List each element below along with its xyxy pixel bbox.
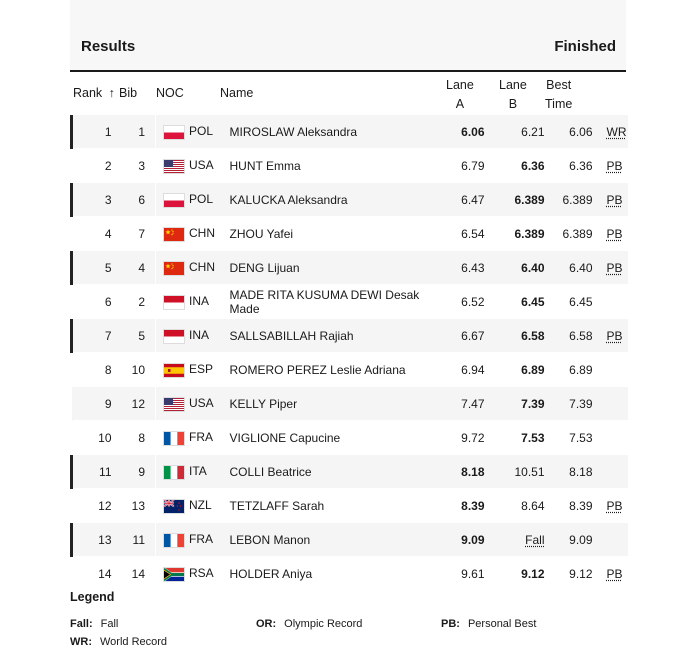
lane-b-time (493, 285, 553, 319)
lane-b-time (493, 149, 553, 183)
lane-a-time: 9.09 (434, 523, 493, 557)
usa-flag-icon (164, 160, 184, 173)
noc-code: NZL (189, 498, 212, 513)
pol-flag-icon (164, 126, 184, 139)
lane-b-value: 6.40 (521, 260, 545, 275)
lane-b-time (493, 489, 553, 523)
fra-flag-icon (164, 534, 184, 547)
lane-b-value: 10.51 (514, 464, 545, 479)
table-row[interactable] (72, 319, 628, 353)
best-time: 7.39 (553, 387, 601, 421)
table-row[interactable] (72, 285, 628, 319)
table-row[interactable] (72, 149, 628, 183)
record-cell (601, 489, 628, 523)
fall-mark: Fall (525, 532, 545, 547)
legend-text: Personal Best (467, 618, 537, 630)
pol-flag-icon (164, 194, 184, 207)
lane-b-value: 6.89 (521, 362, 545, 377)
table-row[interactable] (72, 421, 628, 455)
record-cell (601, 251, 628, 285)
lane-a-header-line2: A (455, 97, 465, 111)
lane-a-time: 8.18 (434, 455, 493, 489)
lane-a-time: 6.47 (434, 183, 493, 217)
rank-cell: 9 (72, 387, 120, 421)
lane-a-time: 6.06 (434, 115, 493, 149)
table-row[interactable] (72, 557, 628, 591)
ina-flag-icon (164, 296, 184, 309)
athlete-name[interactable]: HUNT Emma (222, 149, 434, 183)
lane-a-time: 6.94 (434, 353, 493, 387)
legend (70, 590, 626, 648)
record-badge: PB (606, 328, 623, 343)
bib-cell: 7 (120, 217, 156, 251)
bib-cell: 6 (120, 183, 156, 217)
bib-cell: 1 (120, 115, 156, 149)
noc-cell (156, 523, 222, 557)
table-row[interactable] (72, 115, 628, 149)
athlete-name[interactable]: ROMERO PEREZ Leslie Adriana (222, 353, 434, 387)
bib-cell: 10 (120, 353, 156, 387)
best-time: 9.09 (553, 523, 601, 557)
noc-cell (156, 217, 222, 251)
record-badge: PB (606, 260, 623, 275)
noc-code: USA (189, 158, 214, 173)
lane-b-value: 8.64 (521, 498, 545, 513)
rank-cell: 13 (72, 523, 120, 557)
table-row[interactable] (72, 217, 628, 251)
table-row[interactable] (72, 387, 628, 421)
rank-cell: 14 (72, 557, 120, 591)
lane-b-time (493, 183, 553, 217)
record-cell (601, 285, 628, 319)
best-time: 6.389 (553, 217, 601, 251)
legend-text: Olympic Record (284, 618, 363, 630)
table-row[interactable] (72, 455, 628, 489)
lane-b-value: 6.21 (521, 124, 545, 139)
record-cell (601, 319, 628, 353)
noc-code: RSA (189, 566, 214, 581)
noc-cell (156, 557, 222, 591)
rsa-flag-icon (164, 568, 184, 581)
legend-text: World Record (100, 636, 168, 648)
best-time: 9.12 (553, 557, 601, 591)
record-cell (601, 183, 628, 217)
athlete-name[interactable]: LEBON Manon (222, 523, 434, 557)
bib-cell: 2 (120, 285, 156, 319)
athlete-name[interactable]: TETZLAFF Sarah (222, 489, 434, 523)
noc-code: POL (189, 192, 214, 207)
noc-cell (156, 149, 222, 183)
rank-column-header[interactable] (73, 86, 115, 100)
record-cell (601, 557, 628, 591)
record-cell (601, 387, 628, 421)
legend-text: Fall (100, 618, 119, 630)
lane-b-time (493, 387, 553, 421)
rank-cell: 12 (72, 489, 120, 523)
athlete-name[interactable]: KELLY Piper (222, 387, 434, 421)
bib-column-header: Bib (119, 86, 138, 100)
lane-b-time (493, 115, 553, 149)
record-badge: WR (606, 124, 627, 139)
noc-code: USA (189, 396, 214, 411)
athlete-name[interactable]: HOLDER Aniya (222, 557, 434, 591)
bib-cell: 8 (120, 421, 156, 455)
legend-abbr: PB: (441, 618, 460, 630)
bib-cell: 5 (120, 319, 156, 353)
best-time: 6.36 (553, 149, 601, 183)
record-cell (601, 149, 628, 183)
noc-code: ESP (189, 362, 214, 377)
results-title: Results (81, 38, 136, 55)
noc-cell (156, 183, 222, 217)
lane-a-time: 9.61 (434, 557, 493, 591)
record-cell (601, 115, 628, 149)
rank-cell: 11 (72, 455, 120, 489)
noc-code: FRA (189, 532, 213, 547)
lane-a-time: 7.47 (434, 387, 493, 421)
rank-cell: 1 (72, 115, 120, 149)
best-time: 8.39 (553, 489, 601, 523)
bib-cell: 9 (120, 455, 156, 489)
table-row[interactable] (72, 251, 628, 285)
best-time: 7.53 (553, 421, 601, 455)
rank-cell: 7 (72, 319, 120, 353)
lane-b-value: 6.389 (514, 192, 545, 207)
record-cell (601, 523, 628, 557)
sort-ascending-icon[interactable]: ↑ (108, 86, 115, 100)
table-row[interactable] (72, 353, 628, 387)
rank-cell: 4 (72, 217, 120, 251)
lane-b-header-line2: B (508, 97, 518, 111)
noc-cell (156, 251, 222, 285)
noc-cell (156, 319, 222, 353)
esp-flag-icon (164, 364, 184, 377)
athlete-name[interactable]: ZHOU Yafei (222, 217, 434, 251)
lane-b-value: 6.58 (521, 328, 545, 343)
bib-cell: 12 (120, 387, 156, 421)
noc-code: ITA (189, 464, 207, 479)
lane-a-time: 6.79 (434, 149, 493, 183)
record-badge: PB (606, 226, 623, 241)
lane-b-time (493, 421, 553, 455)
lane-b-time (493, 557, 553, 591)
lane-b-value: 6.389 (514, 226, 545, 241)
rank-header-label: Rank (73, 86, 103, 100)
ina-flag-icon (164, 330, 184, 343)
lane-b-time (493, 353, 553, 387)
lane-a-column-header (446, 76, 474, 114)
rank-cell: 3 (72, 183, 120, 217)
athlete-name[interactable]: KALUCKA Aleksandra (222, 183, 434, 217)
lane-b-column-header (499, 76, 527, 114)
lane-b-time (493, 251, 553, 285)
noc-code: CHN (189, 260, 215, 275)
lane-a-time: 6.52 (434, 285, 493, 319)
lane-b-time (493, 319, 553, 353)
best-time: 6.40 (553, 251, 601, 285)
noc-cell (156, 353, 222, 387)
fra-flag-icon (164, 432, 184, 445)
lane-b-time (493, 455, 553, 489)
noc-column-header: NOC (156, 86, 184, 100)
rank-cell: 10 (72, 421, 120, 455)
best-time: 8.18 (553, 455, 601, 489)
noc-code: INA (189, 294, 210, 309)
record-badge: PB (606, 192, 623, 207)
ita-flag-icon (164, 466, 184, 479)
lane-b-header-line1: Lane (499, 78, 527, 92)
lane-b-value: 9.12 (521, 566, 545, 581)
record-cell (601, 421, 628, 455)
rank-cell: 6 (72, 285, 120, 319)
best-time-column-header (545, 76, 572, 114)
bib-cell: 3 (120, 149, 156, 183)
bib-cell: 11 (120, 523, 156, 557)
best-time: 6.58 (553, 319, 601, 353)
noc-cell (156, 489, 222, 523)
legend-item-or (256, 618, 362, 630)
best-time: 6.45 (553, 285, 601, 319)
results-header (70, 0, 626, 72)
rank-cell: 2 (72, 149, 120, 183)
noc-cell (156, 421, 222, 455)
table-row[interactable] (72, 183, 628, 217)
athlete-name[interactable]: DENG Lijuan (222, 251, 434, 285)
event-status: Finished (554, 38, 616, 55)
rank-cell: 8 (72, 353, 120, 387)
bib-cell: 4 (120, 251, 156, 285)
chn-flag-icon (164, 228, 184, 241)
best-time: 6.389 (553, 183, 601, 217)
nzl-flag-icon (164, 500, 184, 513)
legend-item-fall (70, 618, 118, 630)
noc-code: POL (189, 124, 214, 139)
legend-title: Legend (70, 590, 115, 604)
lane-a-time: 6.54 (434, 217, 493, 251)
table-row[interactable] (72, 523, 628, 557)
athlete-name[interactable]: VIGLIONE Capucine (222, 421, 434, 455)
lane-a-header-line1: Lane (446, 78, 474, 92)
noc-code: INA (189, 328, 210, 343)
best-time: 6.89 (553, 353, 601, 387)
noc-cell (156, 115, 222, 149)
results-table (70, 115, 628, 591)
lane-b-time (493, 523, 553, 557)
lane-a-time: 9.72 (434, 421, 493, 455)
chn-flag-icon (164, 262, 184, 275)
record-cell (601, 353, 628, 387)
lane-b-value: 7.39 (521, 396, 545, 411)
noc-code: CHN (189, 226, 215, 241)
noc-cell (156, 387, 222, 421)
legend-abbr: Fall: (70, 618, 93, 630)
bib-cell: 14 (120, 557, 156, 591)
lane-b-value: 6.36 (521, 158, 545, 173)
record-badge: PB (606, 158, 623, 173)
noc-cell (156, 285, 222, 319)
usa-flag-icon (164, 398, 184, 411)
best-time: 6.06 (553, 115, 601, 149)
bib-cell: 13 (120, 489, 156, 523)
best-header-line1: Best (546, 78, 572, 92)
record-cell (601, 217, 628, 251)
athlete-name[interactable]: SALLSABILLAH Rajiah (222, 319, 434, 353)
athlete-name[interactable]: MIROSLAW Aleksandra (222, 115, 434, 149)
table-row[interactable] (72, 489, 628, 523)
athlete-name[interactable]: COLLI Beatrice (222, 455, 434, 489)
record-badge: PB (606, 498, 623, 513)
best-header-line2: Time (545, 97, 573, 111)
lane-a-time: 6.43 (434, 251, 493, 285)
legend-abbr: WR: (70, 636, 92, 648)
lane-a-time: 8.39 (434, 489, 493, 523)
rank-cell: 5 (72, 251, 120, 285)
noc-cell (156, 455, 222, 489)
legend-item-wr (70, 636, 167, 648)
legend-item-pb (441, 618, 536, 630)
name-column-header: Name (220, 86, 254, 100)
results-panel (70, 0, 626, 591)
legend-abbr: OR: (256, 618, 277, 630)
record-badge: PB (606, 566, 623, 581)
record-cell (601, 455, 628, 489)
table-header (70, 72, 626, 115)
athlete-name[interactable]: MADE RITA KUSUMA DEWI Desak Made (222, 285, 434, 319)
lane-b-time (493, 217, 553, 251)
lane-a-time: 6.67 (434, 319, 493, 353)
noc-code: FRA (189, 430, 213, 445)
lane-b-value: 6.45 (521, 294, 545, 309)
lane-b-value: 7.53 (521, 430, 545, 445)
